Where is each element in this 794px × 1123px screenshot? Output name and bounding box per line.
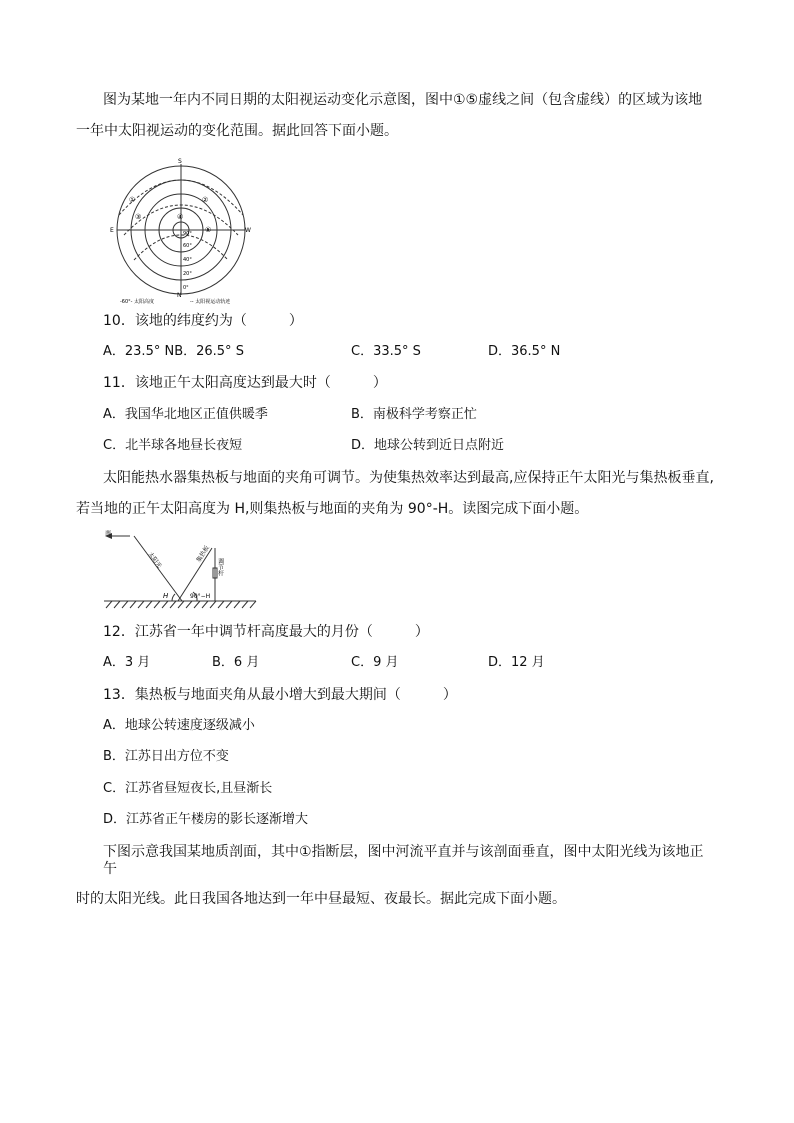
altitude-20: 20° <box>183 271 192 277</box>
passage3-line1-wrap: 午 <box>103 861 117 877</box>
label-rod: 调节杆 <box>216 558 224 576</box>
q10-option-d: D．36.5° N <box>488 344 561 359</box>
label-panel: 集热板 <box>195 544 211 564</box>
q12-stem: 12．江苏省一年中调节杆高度最大的月份（ ） <box>103 624 429 640</box>
marker-1: ① <box>129 196 136 204</box>
q12-option-c: C．9 月 <box>351 655 399 670</box>
label-south-arrow: 南 <box>105 530 112 537</box>
q11-option-a: A．我国华北地区正值供暖季 <box>103 407 268 422</box>
passage2-line2: 若当地的正午太阳高度为 H,则集热板与地面的夹角为 90°-H。读图完成下面小题。 <box>76 501 589 517</box>
q12-option-d: D．12 月 <box>488 655 545 670</box>
q10-stem: 10．该地的纬度约为（ ） <box>103 313 303 329</box>
q13-option-a: A．地球公转速度逐级减小 <box>103 718 255 733</box>
marker-2: ② <box>202 196 209 204</box>
q11-stem: 11．该地正午太阳高度达到最大时（ ） <box>103 375 387 391</box>
legend-altitude: -60°- 太阳高度 <box>120 299 155 305</box>
label-south: S <box>178 158 182 165</box>
solar-panel-diagram <box>100 530 260 610</box>
label-h: H <box>163 592 169 600</box>
label-west: W <box>245 227 251 234</box>
label-angle: 90°−H <box>190 593 211 600</box>
q12-option-a: A．3 月 <box>103 655 151 670</box>
legend-path: -- 太阳视运动轨迹 <box>190 299 231 305</box>
altitude-60: 60° <box>183 243 192 249</box>
q13-option-c: C．江苏省昼短夜长,且昼渐长 <box>103 781 273 796</box>
altitude-90: 90° <box>183 231 192 237</box>
q12-option-b: B．6 月 <box>212 655 260 670</box>
altitude-40: 40° <box>183 257 192 263</box>
q13-option-b: B．江苏日出方位不变 <box>103 749 229 764</box>
q13-option-d: D．江苏省正午楼房的影长逐渐增大 <box>103 812 309 827</box>
label-north: N <box>177 292 182 299</box>
q11-option-b: B．南极科学考察正忙 <box>351 407 477 422</box>
passage1-line1: 图为某地一年内不同日期的太阳视运动变化示意图，图中①⑤虚线之间（包含虚线）的区域为该地 <box>103 92 703 108</box>
marker-5: ⑤ <box>205 226 212 234</box>
q10-option-c: C．33.5° S <box>351 344 421 359</box>
q10-option-ab: A．23.5° NB．26.5° S <box>103 344 244 359</box>
passage2-line1: 太阳能热水器集热板与地面的夹角可调节。为使集热效率达到最高,应保持正午太阳光与集热板垂直, <box>103 470 714 486</box>
q11-option-d: D．地球公转到近日点附近 <box>351 438 505 453</box>
q13-stem: 13．集热板与地面夹角从最小增大到最大期间（ ） <box>103 687 457 703</box>
passage3-line2: 时的太阳光线。此日我国各地达到一年中昼最短、夜最长。据此完成下面小题。 <box>76 891 566 907</box>
marker-4: ④ <box>177 213 184 221</box>
passage3-line1: 下图示意我国某地质剖面，其中①指断层，图中河流平直并与该剖面垂直，图中太阳光线为该地正 <box>103 844 704 860</box>
label-sunlight: 太阳光 <box>146 551 163 570</box>
altitude-0: 0° <box>183 285 189 291</box>
marker-3: ③ <box>135 213 142 221</box>
label-east: E <box>110 227 114 234</box>
q11-option-c: C．北半球各地昼长夜短 <box>103 438 243 453</box>
passage1-line2: 一年中太阳视运动的变化范围。据此回答下面小题。 <box>76 123 398 139</box>
sun-path-diagram <box>104 155 274 307</box>
